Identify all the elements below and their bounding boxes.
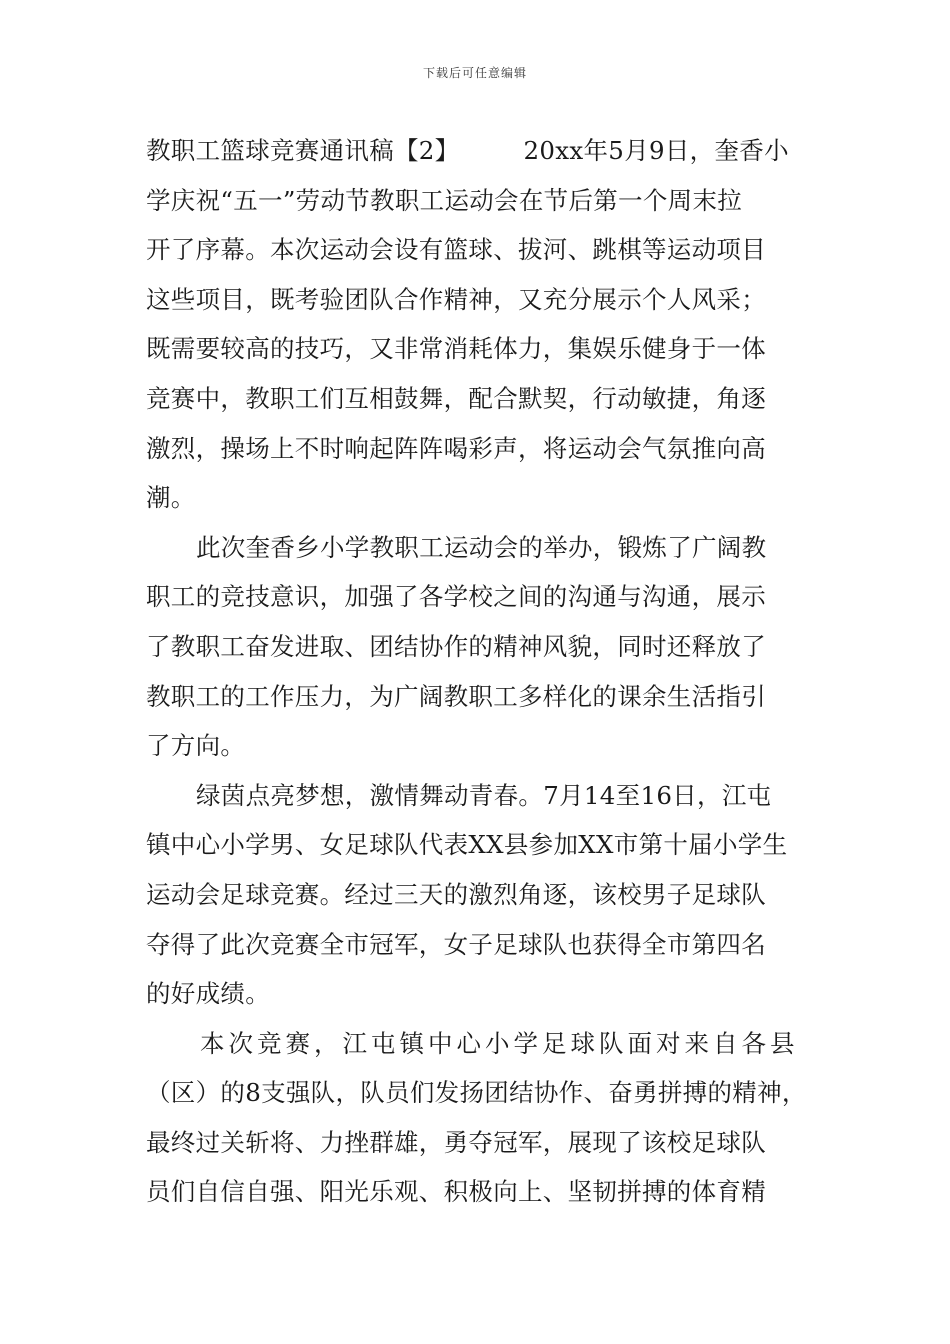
document-first-line [146,126,816,176]
paragraph-1-line-7: 激烈，操场上不时响起阵阵喝彩声，将运动会气氛推向高 [146,433,766,463]
paragraph-2-line-1: 此次奎香乡小学教职工运动会的举办，锻炼了广阔教 [196,532,767,562]
paragraph-2-line-4: 教职工的工作压力，为广阔教职工多样化的课余生活指引 [146,681,766,711]
paragraph-3-line-2: 镇中心小学男、女足球队代表XX县参加XX市第十届小学生 [146,830,788,860]
paragraph-2-line-3: 了教职工奋发进取、团结协作的精神风貌，同时还释放了 [146,631,766,661]
paragraph-3-line-1: 绿茵点亮梦想，激情舞动青春。7月14至16日，江屯 [196,780,772,810]
paragraph-1-line-8: 潮。 [146,483,196,513]
paragraph-4-line-3: 最终过关斩将、力挫群雄，勇夺冠军，展现了该校足球队 [146,1127,766,1157]
paragraph-1-line-1: 20xx年5月9日，奎香小 [523,136,789,165]
paragraph-1-line-2: 学庆祝“五一”劳动节教职工运动会在节后第一个周末拉 [146,185,743,215]
paragraph-1-line-6: 竞赛中，教职工们互相鼓舞，配合默契，行动敏捷，角逐 [146,383,766,413]
paragraph-3-line-3: 运动会足球竞赛。经过三天的激烈角逐，该校男子足球队 [146,879,766,909]
page-header-note: 下载后可任意编辑 [422,66,527,80]
paragraph-4-line-1: 本次竞赛，江屯镇中心小学足球队面对来自各县 [200,1028,799,1058]
paragraph-3-line-4: 夺得了此次竞赛全市冠军，女子足球队也获得全市第四名 [146,929,766,959]
paragraph-4-line-4: 员们自信自强、阳光乐观、积极向上、坚韧拼搏的体育精 [146,1177,766,1207]
paragraph-4-line-2: （区）的8支强队，队员们发扬团结协作、奋勇拼搏的精神， [146,1078,807,1108]
document-body [146,126,816,1217]
document-title: 教职工篮球竞赛通讯稿【2】 [146,136,460,165]
paragraph-1-line-5: 既需要较高的技巧，又非常消耗体力，集娱乐健身于一体 [146,334,766,364]
paragraph-2-line-2: 职工的竞技意识，加强了各学校之间的沟通与沟通，展示 [146,582,766,612]
paragraph-2-line-5: 了方向。 [146,731,246,761]
paragraph-3-line-5: 的好成绩。 [146,979,270,1009]
paragraph-1-line-4: 这些项目，既考验团队合作精神，又充分展示个人风采； [146,284,766,314]
paragraph-1-line-3: 开了序幕。本次运动会设有篮球、拔河、跳棋等运动项目 [146,235,766,265]
